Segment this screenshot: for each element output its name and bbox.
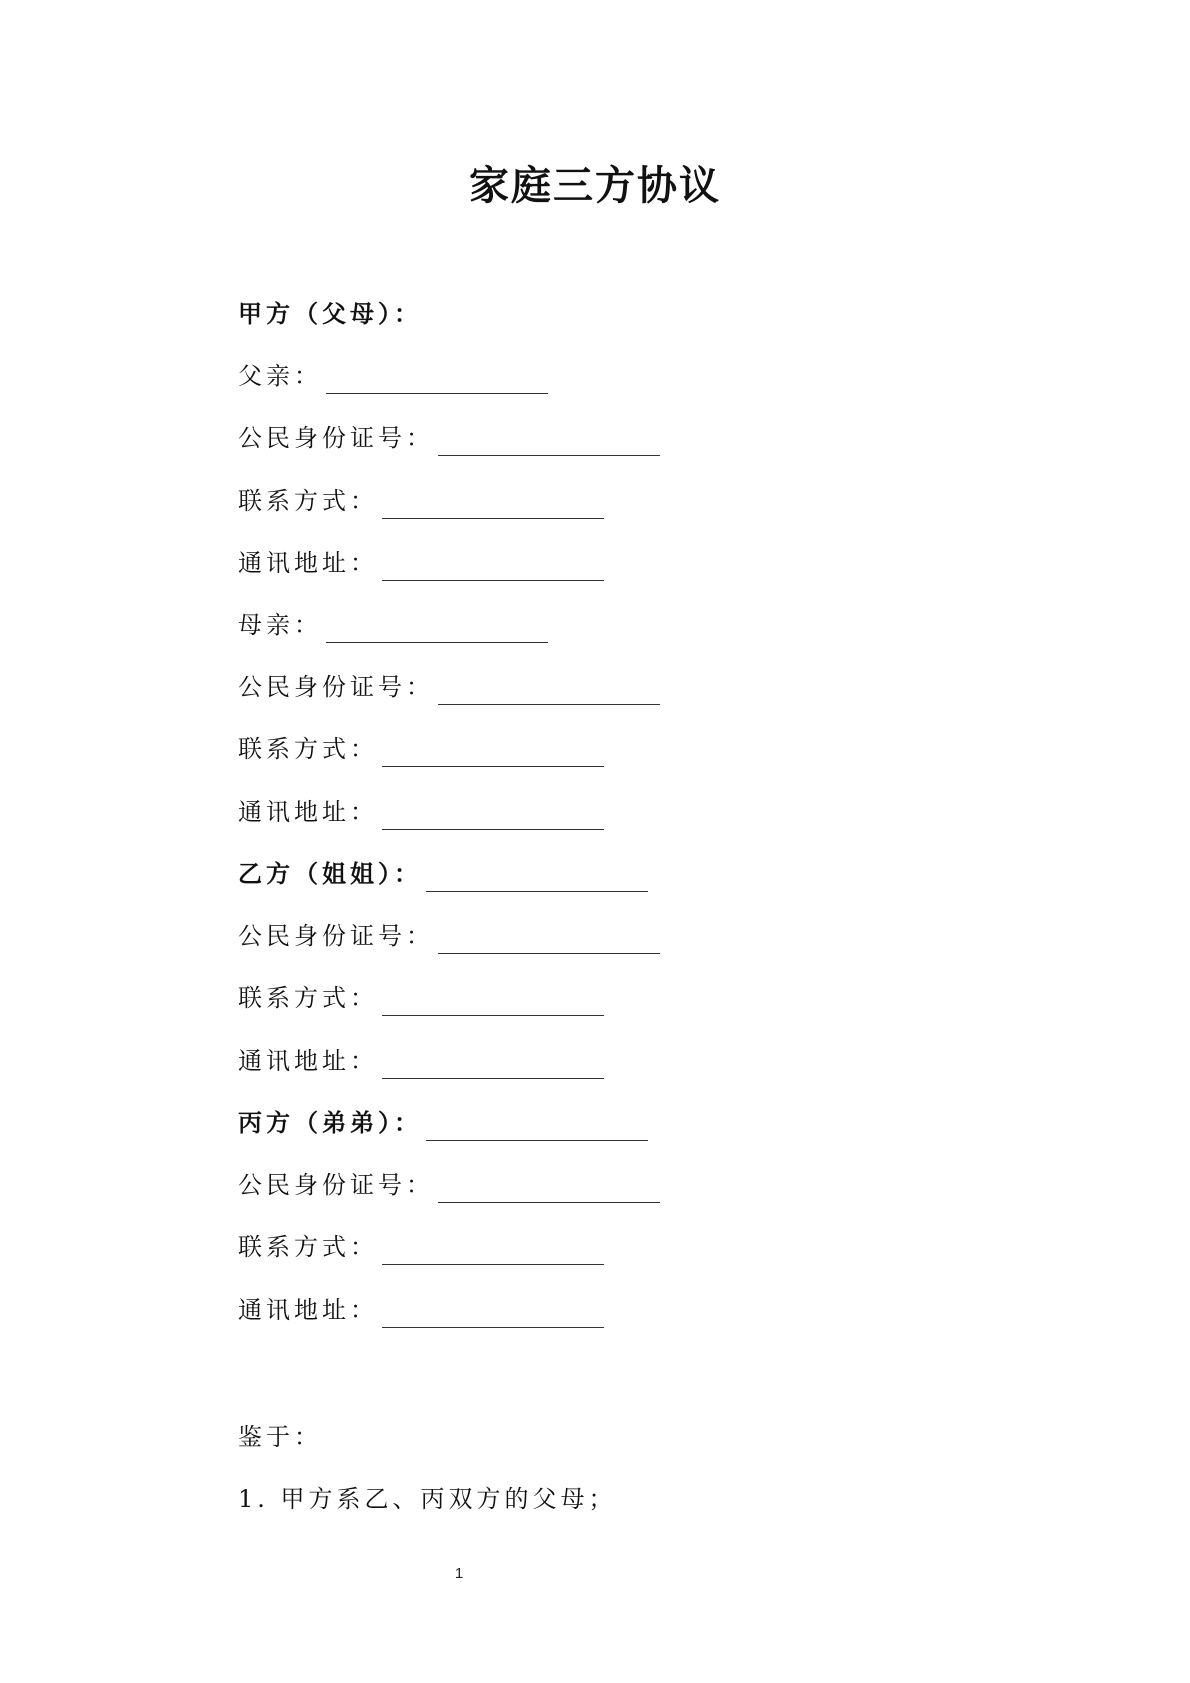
party-b-address-label: 通讯地址： [238, 1047, 378, 1075]
father-id-label: 公民身份证号： [238, 424, 434, 452]
party-b-contact-row [238, 980, 604, 1016]
party-b-id-label: 公民身份证号： [238, 922, 434, 950]
party-b-id-blank [438, 925, 660, 954]
document-title: 家庭三方协议 [469, 162, 721, 209]
party-c-heading [238, 1105, 648, 1141]
party-c-contact-row [238, 1229, 604, 1265]
party-c-address-label: 通讯地址： [238, 1296, 378, 1324]
mother-contact-label: 联系方式： [238, 735, 378, 763]
father-contact-blank [382, 490, 604, 519]
whereas-heading-label: 鉴于： [238, 1423, 322, 1451]
party-a-heading [238, 296, 422, 332]
mother-address-label: 通讯地址： [238, 798, 378, 826]
page-number: 1 [454, 1565, 464, 1582]
party-c-address-row [238, 1292, 604, 1328]
party-b-contact-blank [382, 987, 604, 1016]
mother-id-blank [438, 676, 660, 705]
party-c-id-label: 公民身份证号： [238, 1171, 434, 1199]
father-address-label: 通讯地址： [238, 549, 378, 577]
father-address-blank [382, 552, 604, 581]
party-c-heading-label: 丙方（弟弟）： [238, 1108, 422, 1137]
whereas-item-1 [238, 1481, 617, 1517]
mother-id-label: 公民身份证号： [238, 673, 434, 701]
father-id-blank [438, 427, 660, 456]
party-b-address-row [238, 1043, 604, 1079]
party-b-name-blank [426, 863, 648, 892]
party-c-contact-label: 联系方式： [238, 1233, 378, 1261]
mother-address-blank [382, 801, 604, 830]
party-c-id-blank [438, 1174, 660, 1203]
party-c-name-blank [426, 1112, 648, 1141]
party-b-address-blank [382, 1050, 604, 1079]
mother-label: 母亲： [238, 611, 322, 639]
mother-id-row [238, 669, 660, 705]
mother-row [238, 607, 548, 643]
party-b-heading-label: 乙方（姐姐）： [238, 859, 422, 888]
mother-contact-blank [382, 738, 604, 767]
party-a-heading-label: 甲方（父母）： [238, 299, 422, 328]
father-id-row [238, 420, 660, 456]
whereas-heading [238, 1419, 322, 1455]
whereas-item-1-text: 1. 甲方系乙、丙双方的父母； [238, 1485, 617, 1513]
party-c-id-row [238, 1167, 660, 1203]
party-c-contact-blank [382, 1236, 604, 1265]
father-label: 父亲： [238, 362, 322, 390]
party-b-id-row [238, 918, 660, 954]
father-contact-row [238, 483, 604, 519]
party-c-address-blank [382, 1299, 604, 1328]
father-contact-label: 联系方式： [238, 487, 378, 515]
father-name-blank [326, 365, 548, 394]
mother-address-row [238, 794, 604, 830]
father-row [238, 358, 548, 394]
father-address-row [238, 545, 604, 581]
mother-contact-row [238, 731, 604, 767]
mother-name-blank [326, 614, 548, 643]
party-b-contact-label: 联系方式： [238, 984, 378, 1012]
party-b-heading [238, 856, 648, 892]
